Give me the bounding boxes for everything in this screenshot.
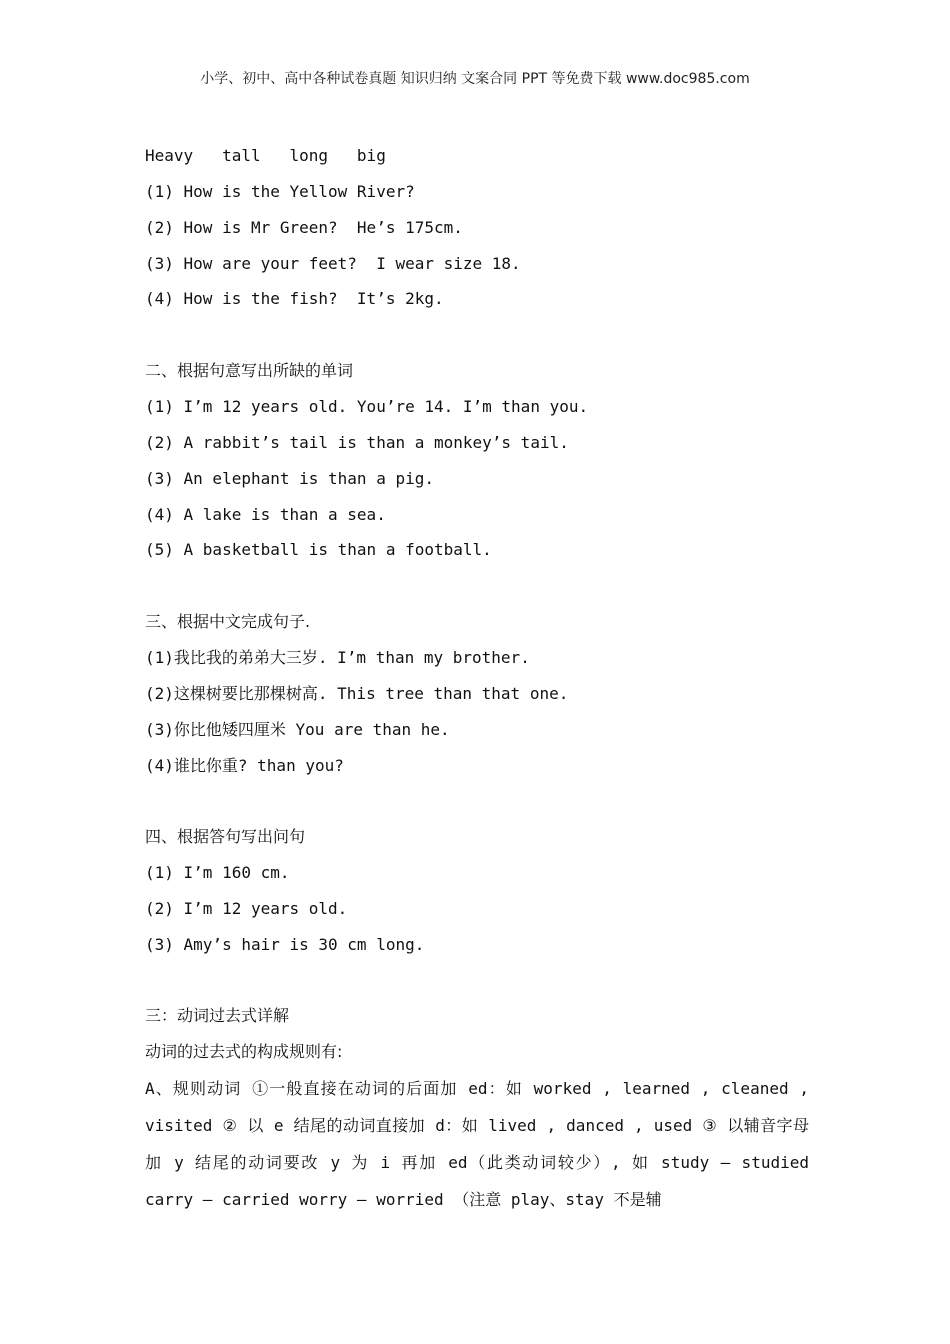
section-title: 三：动词过去式详解 [145,1006,290,1025]
question-line: (4) A lake is than a sea. [145,505,386,524]
question-line: (4)谁比你重? than you? [145,756,344,775]
section-title: 四、根据答句写出问句 [145,827,306,846]
section-title: 二、根据句意写出所缺的单词 [145,361,354,380]
grammar-paragraph [145,1070,809,1218]
word-list: Heavy tall long big [145,146,386,165]
question-line: (2) A rabbit’s tail is than a monkey’s tail. [145,433,569,452]
question-line: (1) I’m 160 cm. [145,863,290,882]
page-header: 小学、初中、高中各种试卷真题 知识归纳 文案合同 PPT 等免费下载 www.doc985.com [200,71,750,87]
question-line: (4) How is the fish? It’s 2kg. [145,289,444,308]
question-line: (3)你比他矮四厘米 You are than he. [145,720,450,739]
question-line: (1)我比我的弟弟大三岁. I’m than my brother. [145,648,530,667]
question-line: (1) I’m 12 years old. You’re 14. I’m than you. [145,397,589,416]
question-line: (5) A basketball is than a football. [145,540,492,559]
question-line: (2) How is Mr Green? He’s 175cm. [145,218,463,237]
section-intro: 动词的过去式的构成规则有: [145,1042,343,1061]
question-line: (3) How are your feet? I wear size 18. [145,254,521,273]
question-line: (1) How is the Yellow River? [145,182,415,201]
grammar-paragraph-text: A、规则动词 ①一般直接在动词的后面加 ed：如 worked , learned , cleaned , visited ② 以 e 结尾的动词直接加 d：如 lived , danced , used ③ 以辅音字母加 y 结尾的动词要改 y 为 i 再加 ed（此类动词较少）, 如 study – studied carry – carried worry – worried （注意 play、stay 不是辅 [145,1079,809,1209]
question-line: (2) I’m 12 years old. [145,899,348,918]
question-line: (3) An elephant is than a pig. [145,469,434,488]
question-line: (2)这棵树要比那棵树高. This tree than that one. [145,684,569,703]
question-line: (3) Amy’s hair is 30 cm long. [145,935,425,954]
section-title: 三、根据中文完成句子. [145,612,311,631]
